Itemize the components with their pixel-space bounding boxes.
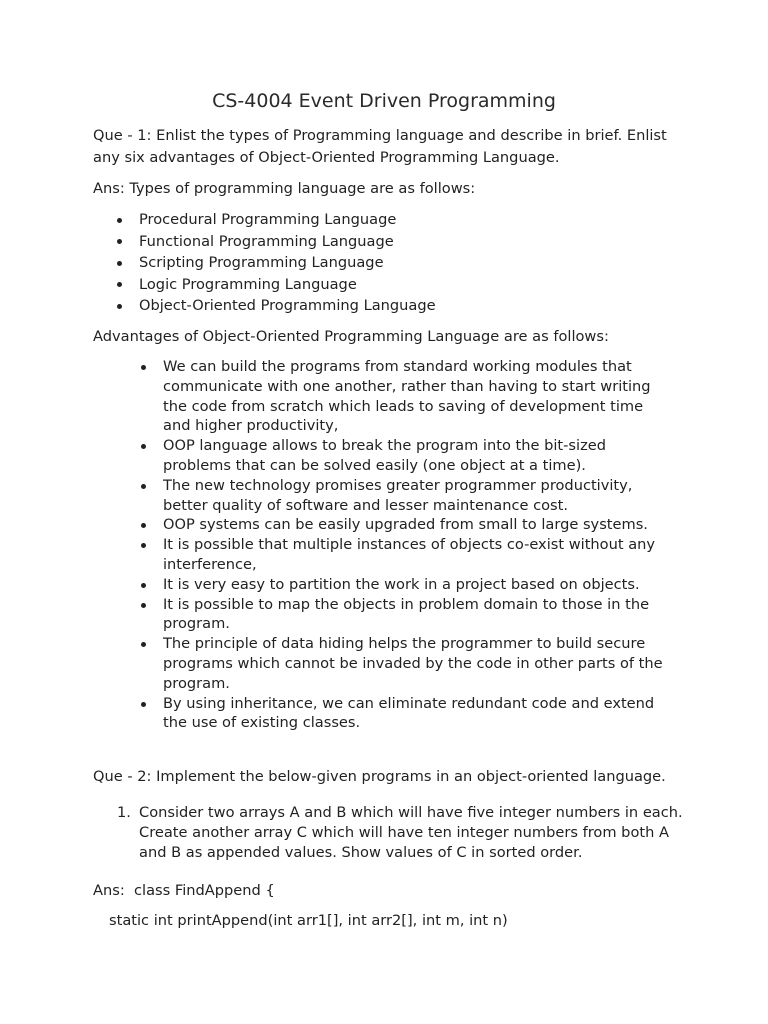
question-1: Que - 1: Enlist the types of Programming language and describe in brief. Enlist any six advantages of Object-Oriented Programming Language.	[93, 127, 667, 166]
list-item: Object-Oriented Programming Language	[93, 295, 673, 317]
program-description: Consider two arrays A and B which will have five integer numbers in each. Create another array C which will have ten integer numbers from both A and B as appended values. Show values of C in sorted order.	[139, 804, 683, 861]
list-item: The new technology promises greater programmer productivity, better quality of software and lesser maintenance cost.	[139, 476, 679, 516]
list-item: It is very easy to partition the work in a project based on objects.	[139, 575, 679, 595]
list-item: Functional Programming Language	[93, 231, 673, 253]
list-item: It is possible that multiple instances of objects co-exist without any interference,	[139, 535, 679, 575]
list-item: The principle of data hiding helps the programmer to build secure programs which cannot be invaded by the code in other parts of the program.	[139, 634, 679, 693]
language-types-list	[93, 209, 673, 317]
list-number: 1.	[117, 804, 131, 821]
list-item: It is possible to map the objects in problem domain to those in the program.	[139, 595, 679, 635]
answer-2: Ans: class FindAppend {	[93, 882, 275, 899]
list-item	[93, 803, 683, 863]
answer-1-intro: Ans: Types of programming language are as follows:	[93, 180, 476, 197]
list-item: Procedural Programming Language	[93, 209, 673, 231]
programs-list	[93, 803, 683, 863]
question-2: Que - 2: Implement the below-given programs in an object-oriented language.	[93, 768, 666, 785]
code-line: static int printAppend(int arr1[], int arr2[], int m, int n)	[109, 912, 508, 929]
list-item: We can build the programs from standard working modules that communicate with one another, rather than having to start writing the code from scratch which leads to saving of development time and higher productivity,	[139, 357, 679, 436]
list-item: OOP systems can be easily upgraded from small to large systems.	[139, 515, 679, 535]
list-item: Scripting Programming Language	[93, 252, 673, 274]
list-item: By using inheritance, we can eliminate redundant code and extend the use of existing classes.	[139, 694, 679, 734]
list-item: OOP language allows to break the program into the bit-sized problems that can be solved easily (one object at a time).	[139, 436, 679, 476]
advantages-heading: Advantages of Object-Oriented Programming Language are as follows:	[93, 328, 609, 345]
advantages-list	[139, 357, 679, 733]
page-title: CS-4004 Event Driven Programming	[212, 90, 556, 112]
list-item: Logic Programming Language	[93, 274, 673, 296]
